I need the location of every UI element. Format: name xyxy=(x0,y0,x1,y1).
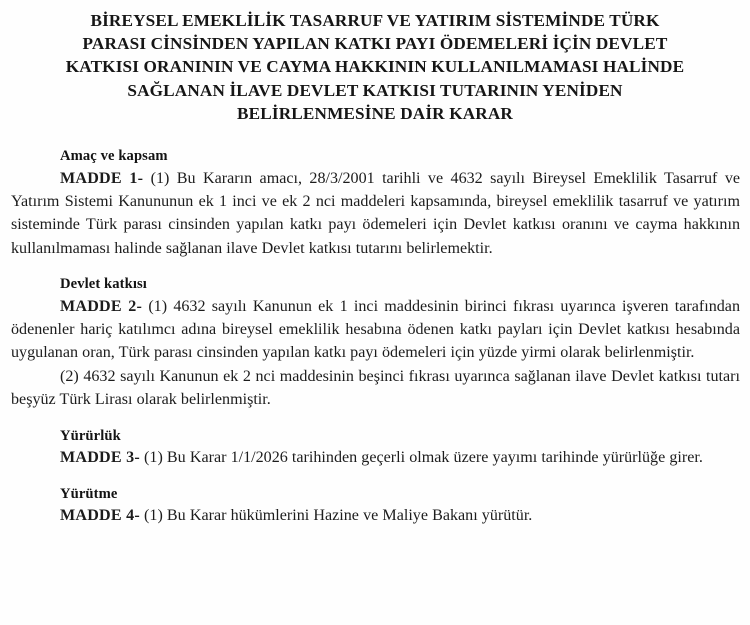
madde-text-1: (1) Bu Kararın amacı, 28/3/2001 tarihli ve 4632 sayılı Bireysel Emeklilik Tasarruf ve Yatırım Sistemi Kanununun ek 1 inci ve ek 2 nci maddeleri kapsamında, bireysel emeklilik tasarruf ve yatırım sisteminde Türk parası cinsinden yapılan katkı payı ödemeleri için Devlet katkısı oranını ve cayma hakkının kullanılmaması halinde sağlanan ilave Devlet katkısı tutarını belirlemektir. xyxy=(11,169,741,257)
paragraph-madde-2-1 xyxy=(11,295,740,365)
paragraph-madde-4 xyxy=(11,504,740,527)
section-amac-ve-kapsam xyxy=(11,146,740,260)
madde-label-3: MADDE 3- xyxy=(60,449,140,467)
madde-text-2-2: (2) 4632 sayılı Kanunun ek 2 nci maddesinin beşinci fıkrası uyarınca sağlanan ilave Devlet katkısı tutarı beşyüz Türk Lirası olarak belirlenmiştir. xyxy=(11,367,740,409)
section-heading-yururluk: Yürürlük xyxy=(60,427,121,444)
madde-text-4: (1) Bu Karar hükümlerini Hazine ve Maliye Bakanı yürütür. xyxy=(139,507,533,525)
madde-text-2-1: (1) 4632 sayılı Kanunun ek 1 inci maddesinin birinci fıkrası uyarınca işveren tarafından ödenenler hariç katılımcı adına bireysel emeklilik hesabına ödenen katkı payları için Devlet katkısı hesabında uygulanan oran, Türk parası cinsinden yapılan katkı payı ödemeleri için yüzde yirmi olarak belirlenmiştir. xyxy=(11,297,740,362)
title-line-3: KATKISI ORANININ VE CAYMA HAKKININ KULLANILMAMASI HALİNDE xyxy=(65,57,685,77)
section-heading-amac-ve-kapsam: Amaç ve kapsam xyxy=(60,148,168,165)
madde-text-3: (1) Bu Karar 1/1/2026 tarihinden geçerli olmak üzere yayımı tarihinde yürürlüğe girer. xyxy=(139,449,703,467)
paragraph-madde-1 xyxy=(11,167,740,261)
title-line-1: BİREYSEL EMEKLİLİK TASARRUF VE YATIRIM SİSTEMİNDE TÜRK xyxy=(90,11,660,30)
madde-label-2: MADDE 2- xyxy=(60,297,143,315)
section-heading-yurutme: Yürütme xyxy=(60,485,118,502)
page-title xyxy=(0,0,750,125)
document-body xyxy=(0,146,750,527)
title-line-2: PARASI CİNSİNDEN YAPILAN KATKI PAYI ÖDEMELERİ İÇİN DEVLET xyxy=(82,34,668,54)
paragraph-madde-2-2 xyxy=(11,365,740,412)
madde-label-1: MADDE 1- xyxy=(60,169,144,187)
paragraph-madde-3 xyxy=(11,446,740,469)
section-yururluk xyxy=(11,426,740,470)
section-devlet-katkisi xyxy=(11,274,740,412)
section-heading-devlet-katkisi: Devlet katkısı xyxy=(60,276,147,293)
title-line-4: SAĞLANAN İLAVE DEVLET KATKISI TUTARININ YENİDEN xyxy=(127,80,623,100)
title-line-5: BELİRLENMESİNE DAİR KARAR xyxy=(237,103,513,123)
madde-label-4: MADDE 4- xyxy=(60,507,140,525)
section-yurutme xyxy=(11,484,740,528)
